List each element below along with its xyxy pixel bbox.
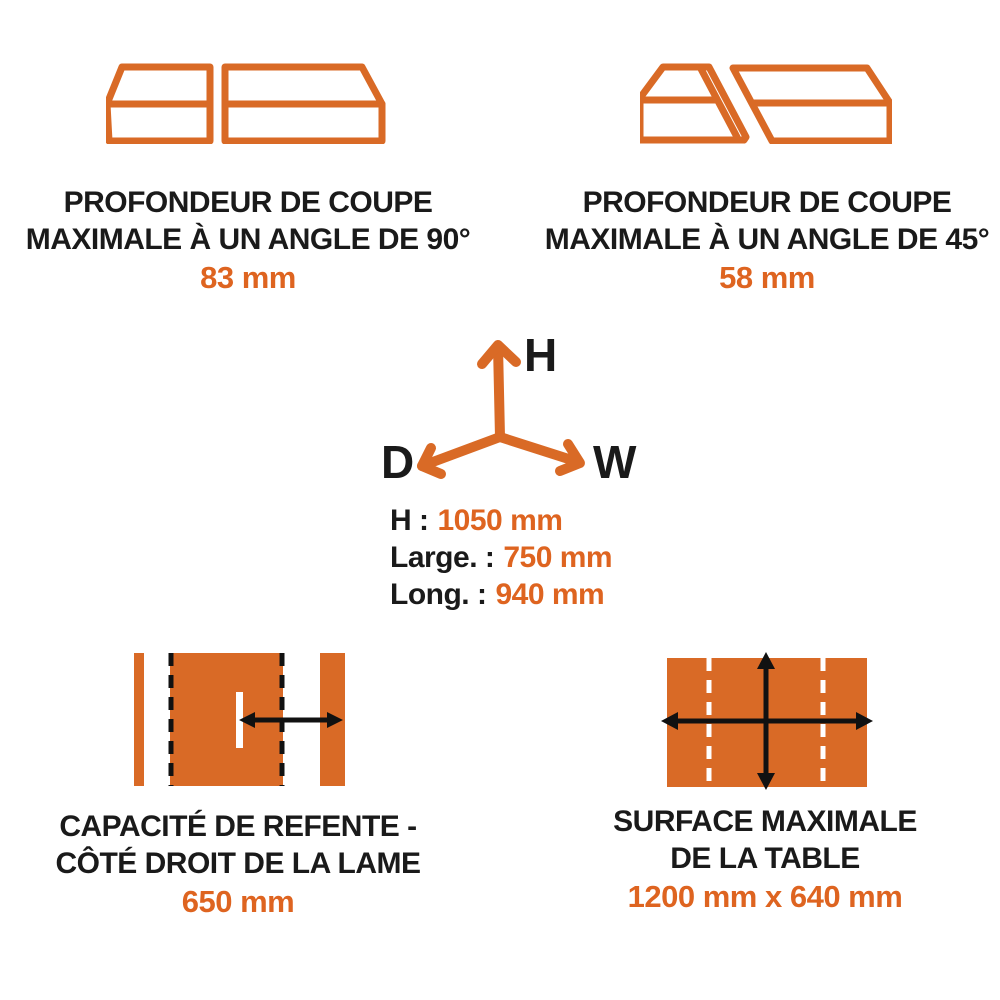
boards-bevel-cut-icon bbox=[640, 62, 892, 144]
dimension-row-width bbox=[390, 539, 612, 576]
cut90-title-line1: PROFONDEUR DE COUPE bbox=[63, 186, 433, 219]
dimension-row-height bbox=[390, 502, 612, 539]
dimension-row-length bbox=[390, 576, 612, 613]
table-title-line2: DE LA TABLE bbox=[670, 842, 860, 875]
dimension-value: 940 mm bbox=[495, 578, 605, 611]
cut90-value: 83 mm bbox=[200, 260, 296, 295]
dimension-label: H : bbox=[390, 504, 429, 537]
table-title-line1: SURFACE MAXIMALE bbox=[613, 805, 917, 838]
dimension-label: Long. : bbox=[390, 578, 487, 611]
rip-title-line2: CÔTÉ DROIT DE LA LAME bbox=[55, 847, 421, 880]
rip-title bbox=[28, 808, 448, 920]
cut90-title-line2: MAXIMALE À UN ANGLE DE 90° bbox=[25, 223, 471, 256]
dimension-label: Large. : bbox=[390, 541, 495, 574]
axis-w-label: W bbox=[593, 436, 637, 488]
boards-straight-cut-icon bbox=[106, 62, 386, 144]
dimension-value: 750 mm bbox=[503, 541, 613, 574]
cut45-title bbox=[532, 184, 1000, 296]
dimension-lines bbox=[390, 502, 612, 613]
cut45-value: 58 mm bbox=[719, 260, 815, 295]
rip-value: 650 mm bbox=[181, 884, 295, 919]
axis-h-label: H bbox=[524, 329, 558, 381]
cut45-title-line2: MAXIMALE À UN ANGLE DE 45° bbox=[544, 223, 990, 256]
cut45-title-line1: PROFONDEUR DE COUPE bbox=[582, 186, 952, 219]
rip-title-line1: CAPACITÉ DE REFENTE - bbox=[59, 810, 417, 843]
table-surface-icon bbox=[659, 650, 875, 792]
dimension-value: 1050 mm bbox=[437, 504, 563, 537]
axis-d-label: D bbox=[381, 436, 415, 488]
cut90-title bbox=[2, 184, 494, 296]
xyz-dimension-arrows-icon bbox=[395, 329, 610, 487]
table-title bbox=[565, 803, 965, 915]
rip-capacity-table-icon bbox=[134, 653, 345, 786]
table-value: 1200 mm x 640 mm bbox=[627, 879, 903, 914]
